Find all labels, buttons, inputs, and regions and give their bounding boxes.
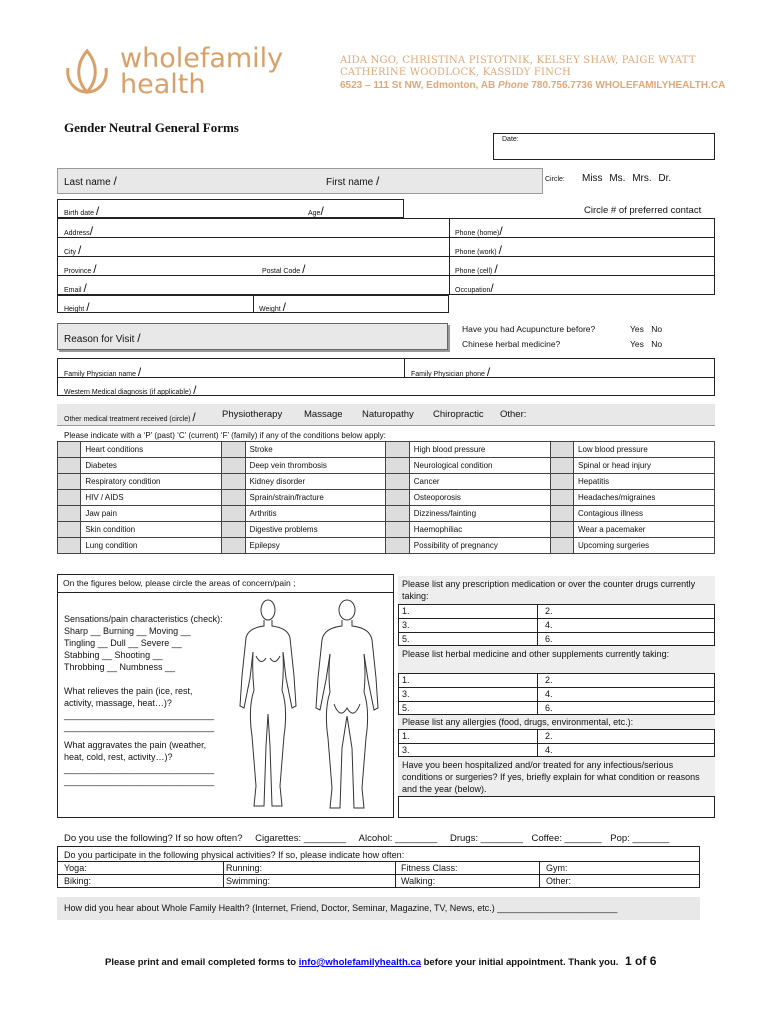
pop-field[interactable]: Pop: _______	[610, 833, 670, 844]
condition-label: Epilepsy	[245, 538, 386, 554]
sensations-line1[interactable]: Sharp __ Burning __ Moving __	[64, 626, 191, 636]
drugs-field[interactable]: Drugs: ________	[450, 833, 523, 844]
birth-date-label[interactable]: Birth date /	[64, 204, 100, 218]
condition-label: Spinal or head injury	[574, 458, 715, 474]
condition-checkbox[interactable]	[386, 538, 409, 554]
form-title: Gender Neutral General Forms	[64, 120, 239, 135]
title-options[interactable]: Miss Ms. Mrs. Dr.	[582, 173, 672, 184]
condition-label: Jaw pain	[81, 506, 222, 522]
table-row	[58, 458, 715, 474]
condition-label: Sprain/strain/fracture	[245, 490, 386, 506]
relieves-blank-1[interactable]: ______________________________	[64, 710, 215, 720]
acupuncture-yes-no[interactable]: Yes No	[630, 324, 663, 334]
date-label: Date:	[502, 136, 519, 143]
coffee-field[interactable]: Coffee: _______	[531, 833, 602, 844]
sensations-line2[interactable]: Tingling __ Dull __ Severe __	[64, 638, 182, 648]
condition-checkbox[interactable]	[550, 538, 573, 554]
condition-label: High blood pressure	[409, 442, 550, 458]
gym-field[interactable]: Gym:	[546, 863, 568, 873]
activities-question: Do you participate in the following physical activities? If so, please indicate how often:	[64, 850, 405, 860]
table-row	[58, 522, 715, 538]
phone-label: Phone	[498, 80, 529, 91]
condition-label: Upcoming surgeries	[574, 538, 715, 554]
herbal-yes-no[interactable]: Yes No	[630, 339, 663, 349]
condition-label: Wear a pacemaker	[574, 522, 715, 538]
relieves-q1: What relieves the pain (ice, rest,	[64, 686, 193, 696]
treatment-naturopathy[interactable]: Naturopathy	[362, 409, 414, 420]
allergies-prompt: Please list any allergies (food, drugs, environmental, etc.):	[402, 717, 634, 727]
phone-home-field[interactable]: Phone (home)/	[455, 224, 503, 238]
condition-checkbox[interactable]	[222, 538, 245, 554]
body-figure-back-icon[interactable]	[312, 596, 382, 816]
condition-checkbox[interactable]	[386, 522, 409, 538]
logo-text-line2: health	[120, 69, 206, 100]
occupation-field[interactable]: Occupation/	[455, 281, 494, 295]
condition-checkbox[interactable]	[550, 506, 573, 522]
last-name-label[interactable]: Last name /	[64, 174, 117, 188]
prescription-list[interactable]	[398, 604, 715, 646]
condition-checkbox[interactable]	[222, 474, 245, 490]
condition-checkbox[interactable]	[222, 522, 245, 538]
treatment-massage[interactable]: Massage	[304, 409, 343, 420]
table-row	[58, 474, 715, 490]
condition-checkbox[interactable]	[58, 490, 81, 506]
yoga-field[interactable]: Yoga:	[64, 863, 87, 873]
table-row	[58, 442, 715, 458]
relieves-blank-2[interactable]: ______________________________	[64, 722, 215, 732]
email-field[interactable]: Email /	[64, 281, 87, 295]
condition-label: Headaches/migraines	[574, 490, 715, 506]
family-physician-phone-field[interactable]: Family Physician phone /	[411, 365, 491, 379]
hospital-answer[interactable]	[398, 796, 715, 818]
condition-checkbox[interactable]	[58, 506, 81, 522]
condition-label: Lung condition	[81, 538, 222, 554]
condition-checkbox[interactable]	[222, 442, 245, 458]
running-field[interactable]: Running:	[226, 863, 263, 873]
logo-text-line1: wholefamily	[120, 43, 284, 74]
aggravates-blank-2[interactable]: ______________________________	[64, 776, 215, 786]
aggravates-q1: What aggravates the pain (weather,	[64, 740, 207, 750]
birth-age-row	[57, 199, 404, 218]
aggravates-q2: heat, cold, rest, activity…)?	[64, 752, 173, 762]
condition-checkbox[interactable]	[58, 522, 81, 538]
table-row	[58, 538, 715, 554]
condition-label: Skin condition	[81, 522, 222, 538]
condition-label: Hepatitis	[574, 474, 715, 490]
condition-label: Deep vein thrombosis	[245, 458, 386, 474]
clinic-website: WHOLEFAMILYHEALTH.CA	[595, 80, 726, 91]
practitioner-names-2: CATHERINE WOODLOCK, KASSIDY FINCH	[340, 67, 571, 78]
page-number: 1 of 6	[625, 954, 657, 968]
footer	[105, 954, 656, 968]
condition-label: Heart conditions	[81, 442, 222, 458]
walking-field[interactable]: Walking:	[401, 876, 436, 886]
swimming-field[interactable]: Swimming:	[226, 876, 271, 886]
condition-checkbox[interactable]	[58, 442, 81, 458]
treatment-chiropractic[interactable]: Chiropractic	[433, 409, 484, 420]
condition-checkbox[interactable]	[58, 474, 81, 490]
condition-checkbox[interactable]	[386, 490, 409, 506]
condition-checkbox[interactable]	[386, 442, 409, 458]
alcohol-field[interactable]: Alcohol: ________	[358, 833, 438, 844]
table-row	[58, 506, 715, 522]
condition-checkbox[interactable]	[550, 474, 573, 490]
figures-prompt: On the figures below, please circle the areas of concern/pain ;	[63, 578, 296, 588]
condition-label: Haemophiliac	[409, 522, 550, 538]
condition-label: Respiratory condition	[81, 474, 222, 490]
condition-checkbox[interactable]	[550, 458, 573, 474]
usage-question: Do you use the following? If so how often?	[64, 833, 243, 844]
address-field[interactable]: Address/	[64, 224, 94, 238]
referral-question[interactable]: How did you hear about Whole Family Health? (Internet, Friend, Doctor, Seminar, Magazine, TV, News, etc.) ________________________	[64, 903, 618, 913]
date-field[interactable]	[493, 133, 715, 160]
condition-checkbox[interactable]	[222, 490, 245, 506]
contact-email-link[interactable]: info@wholefamilyhealth.ca	[298, 957, 421, 968]
conditions-instruction: Please indicate with a ‘P’ (past) ‘C’ (current) ‘F’ (family) if any of the conditions below apply:	[64, 431, 386, 440]
hospital-prompt: Have you been hospitalized and/or treated for any infectious/serious conditions or surgeries? If yes, briefly explain for what condition or reasons and the year (below).	[402, 760, 700, 794]
prescription-prompt: Please list any prescription medication or over the counter drugs currently taking:	[402, 579, 696, 601]
herbal-list[interactable]	[398, 673, 715, 715]
sensations-line4[interactable]: Throbbing __ Numbness __	[64, 662, 176, 672]
condition-checkbox[interactable]	[58, 458, 81, 474]
condition-label: Digestive problems	[245, 522, 386, 538]
first-name-label[interactable]: First name /	[326, 174, 380, 188]
condition-label: Contagious illness	[574, 506, 715, 522]
province-field[interactable]: Province /	[64, 262, 97, 276]
logo	[62, 44, 322, 104]
family-physician-field[interactable]: Family Physician name /	[64, 365, 142, 379]
postal-code-field[interactable]: Postal Code /	[262, 262, 306, 276]
condition-label: HIV / AIDS	[81, 490, 222, 506]
footer-text-1: Please print and email completed forms to	[105, 957, 299, 968]
condition-checkbox[interactable]	[550, 442, 573, 458]
condition-checkbox[interactable]	[58, 538, 81, 554]
age-label[interactable]: Age/	[308, 204, 324, 218]
sensations-label: Sensations/pain characteristics (check):	[64, 614, 223, 624]
clinic-phone: 780.756.7736	[531, 80, 593, 91]
name-row	[57, 168, 543, 194]
city-field[interactable]: City /	[64, 243, 82, 257]
condition-label: Arthritis	[245, 506, 386, 522]
usage-row	[64, 833, 669, 844]
biking-field[interactable]: Biking:	[64, 876, 92, 886]
clinic-contact	[340, 80, 725, 91]
herbal-question: Chinese herbal medicine?	[462, 339, 561, 349]
weight-field[interactable]: Weight /	[259, 300, 286, 314]
condition-checkbox[interactable]	[222, 458, 245, 474]
condition-label: Dizziness/fainting	[409, 506, 550, 522]
height-field[interactable]: Height /	[64, 300, 90, 314]
fitness-field[interactable]: Fitness Class:	[401, 863, 458, 873]
condition-label: Stroke	[245, 442, 386, 458]
pain-text	[64, 613, 223, 787]
condition-checkbox[interactable]	[222, 506, 245, 522]
condition-label: Osteoporosis	[409, 490, 550, 506]
acupuncture-question: Have you had Acupuncture before?	[462, 324, 596, 334]
condition-label: Low blood pressure	[574, 442, 715, 458]
herbal-prompt: Please list herbal medicine and other supplements currently taking:	[402, 649, 670, 659]
condition-checkbox[interactable]	[386, 506, 409, 522]
footer-text-2: before your initial appointment. Thank you.	[420, 957, 619, 968]
relieves-q2: activity, massage, heat…)?	[64, 698, 172, 708]
western-diagnosis-field[interactable]: Western Medical diagnosis (if applicable) /	[64, 383, 197, 397]
sensations-line3[interactable]: Stabbing __ Shooting __	[64, 650, 163, 660]
phone-cell-field[interactable]: Phone (cell) /	[455, 262, 498, 276]
cigarettes-field[interactable]: Cigarettes: ________	[255, 833, 346, 844]
circle-label: Circle:	[545, 176, 565, 183]
condition-label: Kidney disorder	[245, 474, 386, 490]
condition-checkbox[interactable]	[550, 490, 573, 506]
condition-checkbox[interactable]	[386, 474, 409, 490]
clinic-address: 6523 – 111 St NW, Edmonton, AB	[340, 80, 496, 91]
practitioner-names-1: AIDA NGO, CHRISTINA PISTOTNIK, KELSEY SHAW, PAIGE WYATT	[340, 55, 696, 66]
phone-work-field[interactable]: Phone (work) /	[455, 243, 502, 257]
condition-label: Cancer	[409, 474, 550, 490]
preferred-contact-label: Circle # of preferred contact	[584, 205, 702, 216]
condition-label: Neurological condition	[409, 458, 550, 474]
aggravates-blank-1[interactable]: ______________________________	[64, 764, 215, 774]
conditions-table	[57, 441, 715, 554]
reason-label: Reason for Visit /	[64, 331, 141, 345]
condition-label: Diabetes	[81, 458, 222, 474]
table-row	[58, 490, 715, 506]
body-figure-front-icon[interactable]	[238, 596, 298, 816]
treatment-other[interactable]: Other:	[500, 409, 527, 420]
condition-checkbox[interactable]	[550, 522, 573, 538]
treatment-physiotherapy[interactable]: Physiotherapy	[222, 409, 283, 420]
other-activity-field[interactable]: Other:	[546, 876, 572, 886]
condition-label: Possibility of pregnancy	[409, 538, 550, 554]
lotus-logo-icon	[62, 46, 112, 96]
condition-checkbox[interactable]	[386, 458, 409, 474]
other-treatment-label: Other medical treatment received (circle) /	[64, 410, 196, 424]
